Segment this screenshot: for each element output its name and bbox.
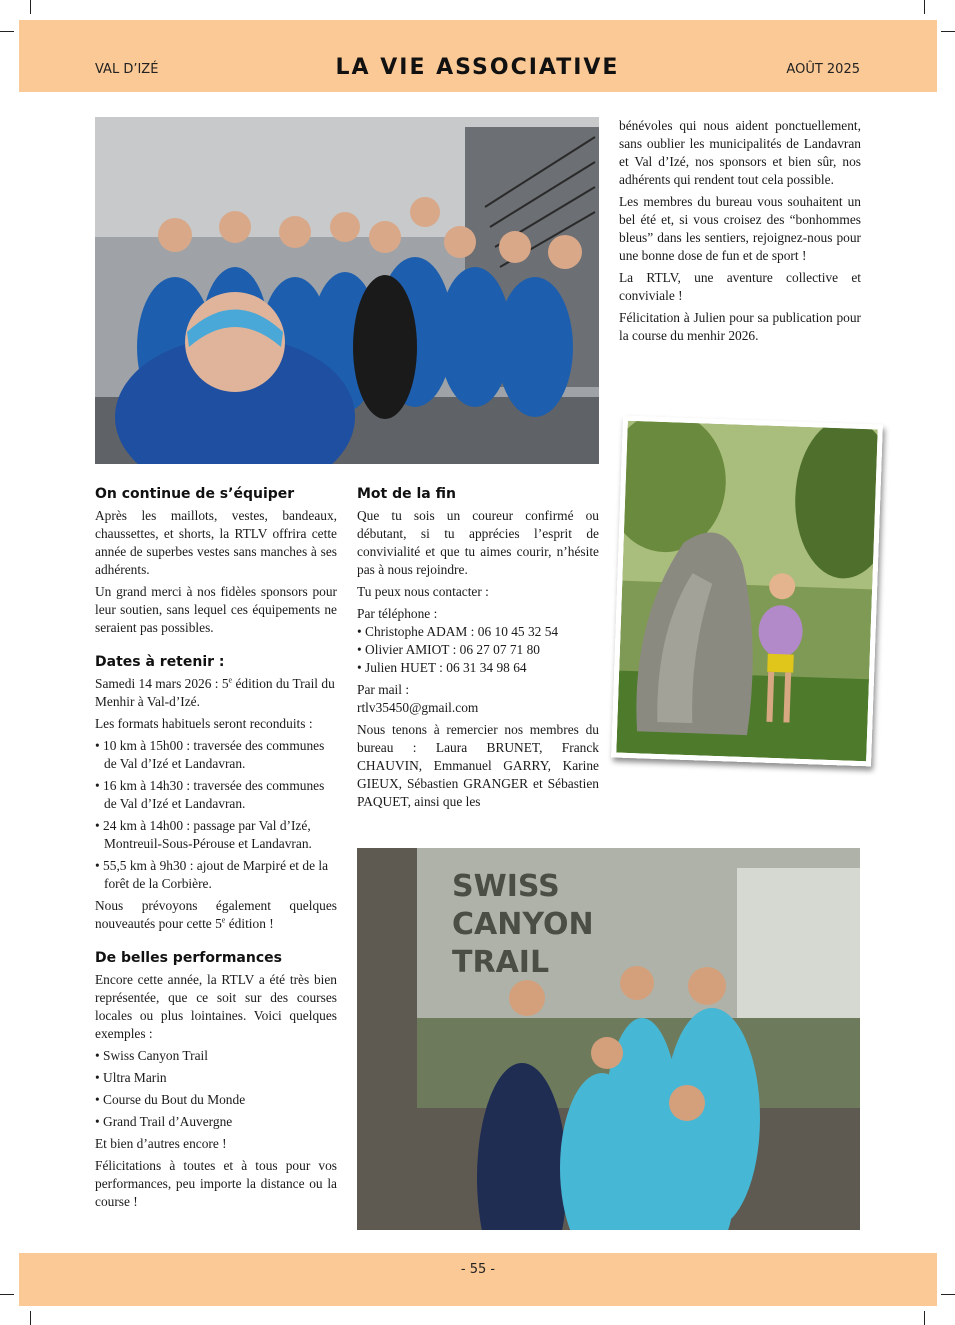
list-item: • Course du Bout du Monde xyxy=(95,1091,337,1109)
banner-line-2: CANYON xyxy=(452,907,594,942)
header-town: VAL D’IZÉ xyxy=(95,62,159,77)
phone-label: Par téléphone : xyxy=(357,606,438,621)
paragraph: Félicitation à Julien pour sa publication pour la course du menhir 2026. xyxy=(619,310,861,343)
column-left xyxy=(95,485,337,1215)
section-heading-dates: Dates à retenir : xyxy=(95,654,225,670)
crop-mark xyxy=(924,1311,925,1325)
crop-mark xyxy=(30,0,31,14)
paragraph: Un grand merci à nos fidèles sponsors pour leur soutien, sans lequel ces équipements ne seraient pas possibles. xyxy=(95,584,337,635)
column-middle xyxy=(357,485,599,815)
list-item: • 10 km à 15h00 : traversée des communes de Val d’Izé et Landavran. xyxy=(95,737,337,773)
column-right-top xyxy=(619,117,861,349)
phone-contact: • Christophe ADAM : 06 10 45 32 54 xyxy=(357,623,599,641)
list-item: • Grand Trail d’Auvergne xyxy=(95,1113,337,1131)
menhir-photo xyxy=(611,416,883,767)
section-heading-performances: De belles performances xyxy=(95,950,282,966)
list-item: • 16 km à 14h30 : traversée des communes de Val d’Izé et Landavran. xyxy=(95,777,337,813)
phone-contact: • Olivier AMIOT : 06 27 07 71 80 xyxy=(357,641,599,659)
header-date: AOÛT 2025 xyxy=(786,62,860,77)
banner-line-3: TRAIL xyxy=(452,945,550,980)
paragraph: Et bien d’autres encore ! xyxy=(95,1136,227,1151)
paragraph: Les formats habituels seront reconduits : xyxy=(95,716,313,731)
paragraph: Nous tenons à remercier nos membres du bureau : Laura BRUNET, Franck CHAUVIN, Emmanuel GARRY, Karine GIEUX, Sébastien GRANGER et Sébastien PAQUET, ainsi que les xyxy=(357,722,599,809)
crop-mark xyxy=(941,31,955,32)
crop-mark xyxy=(924,0,925,14)
race-formats-list xyxy=(95,737,337,893)
paragraph: bénévoles qui nous aident ponctuellement, sans oublier les municipalités de Landavran et Val d’Izé, nos sponsors et bien sûr, nos adhérents qui rendent tout cela possible. xyxy=(619,118,861,187)
paragraph: Nous prévoyons également quelques nouveautés pour cette 5e édition ! xyxy=(95,898,337,931)
crop-mark xyxy=(0,1294,14,1295)
crop-mark xyxy=(30,1311,31,1325)
races-list xyxy=(95,1047,337,1131)
section-heading-equipment: On continue de s’équiper xyxy=(95,486,295,502)
swiss-canyon-trail-photo xyxy=(357,848,860,1230)
mail-label: Par mail : xyxy=(357,682,410,697)
section-heading-final-word: Mot de la fin xyxy=(357,486,456,502)
paragraph: Tu peux nous contacter : xyxy=(357,584,489,599)
crop-mark xyxy=(941,1294,955,1295)
page-title: LA VIE ASSOCIATIVE xyxy=(335,55,620,80)
paragraph: La RTLV, une aventure collective et conviviale ! xyxy=(619,270,861,303)
group-photo xyxy=(95,117,599,464)
crop-mark xyxy=(0,31,14,32)
paragraph: Les membres du bureau vous souhaitent un bel été et, si vous croisez des “bonhommes bleus” dans les sentiers, rejoignez-nous pour une bonne dose de fun et de sport ! xyxy=(619,194,861,263)
paragraph: Après les maillots, vestes, bandeaux, chaussettes, et shorts, la RTLV offrira cette année de superbes vestes sans manches à ses adhérents. xyxy=(95,508,337,577)
paragraph: Encore cette année, la RTLV a été très bien représentée, que ce soit sur des courses locales ou plus lointaines. Voici quelques exemples : xyxy=(95,972,337,1041)
list-item: • Ultra Marin xyxy=(95,1069,337,1087)
paragraph: Samedi 14 mars 2026 : 5e édition du Trail du Menhir à Val-d’Izé. xyxy=(95,675,335,709)
page-number: - 55 - xyxy=(460,1262,496,1277)
contact-email[interactable]: rtlv35450@gmail.com xyxy=(357,700,479,715)
paragraph: Que tu sois un coureur confirmé ou débutant, si tu apprécies l’esprit de convivialité et que tu aimes courir, n’hésite pas à nous rejoindre. xyxy=(357,508,599,577)
phone-contact: • Julien HUET : 06 31 34 98 64 xyxy=(357,659,599,677)
list-item: • Swiss Canyon Trail xyxy=(95,1047,337,1065)
page-footer xyxy=(19,1253,937,1306)
phone-list xyxy=(357,623,599,677)
paragraph: Félicitations à toutes et à tous pour vos performances, peu importe la distance ou la course ! xyxy=(95,1158,337,1209)
list-item: • 55,5 km à 9h30 : ajout de Marpiré et de la forêt de la Corbière. xyxy=(95,857,337,893)
list-item: • 24 km à 14h00 : passage par Val d’Izé, Montreuil-Sous-Pérouse et Landavran. xyxy=(95,817,337,853)
banner-line-1: SWISS xyxy=(452,869,560,904)
